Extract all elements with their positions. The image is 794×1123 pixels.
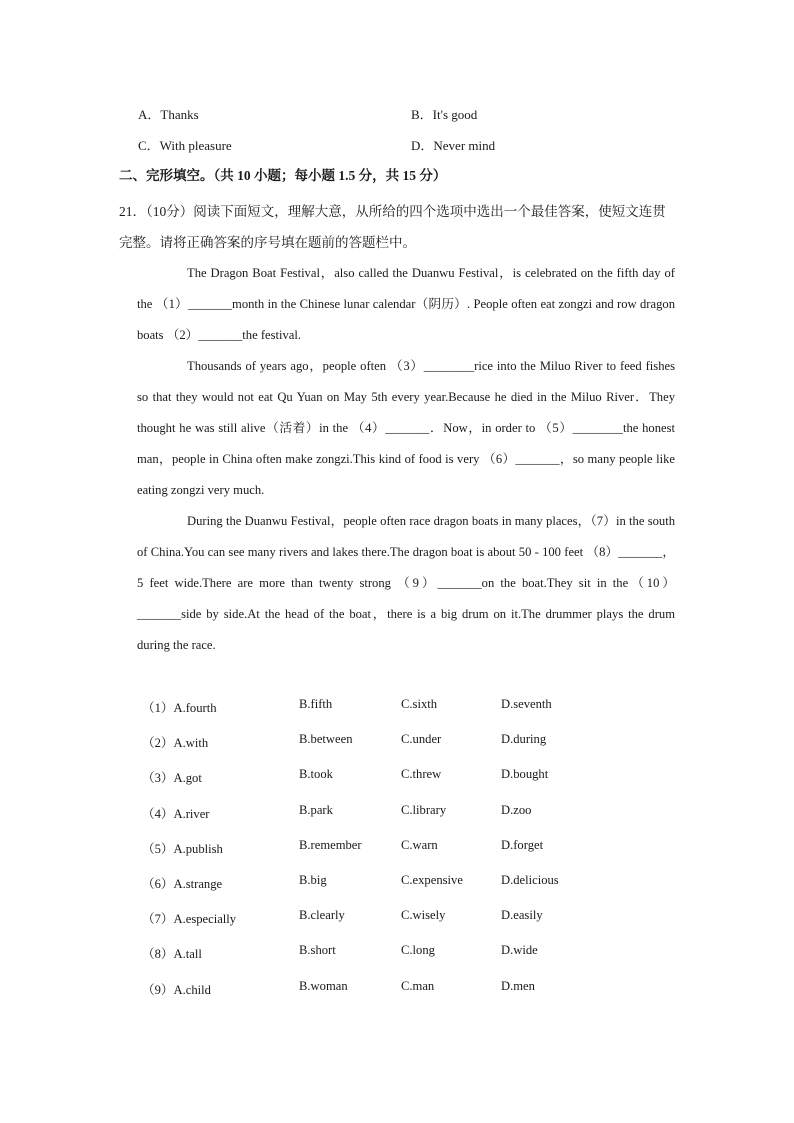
choice-d: D.bought <box>501 767 549 782</box>
passage-paragraph-3: During the Duanwu Festival，people often race dragon boats in many places，（7）in the south of China.You can see many rivers and lakes there.The dragon boat is about 50 - 100 feet （8）_______，5 feet wide.There are more than twenty strong （9）_______on the boat.They sit in the（10）_______side by side.At the head of the boat，there is a big drum on it.The drummer plays the drum during the race. <box>137 514 675 652</box>
choice-row-6 <box>142 873 662 908</box>
choice-b: B.took <box>299 767 333 782</box>
passage-paragraph-2: Thousands of years ago，people often （3）________rice into the Miluo River to feed fishes so that they would not eat Qu Yuan on May 5th every year.Because he died in the Miluo River．They thought he was still alive（活着）in the （4）_______．Now，in order to （5）________the honest man，people in China often make zongzi.This kind of food is very （6）_______，so many people like eating zongzi very much. <box>137 359 675 497</box>
choice-b: B.short <box>299 943 336 958</box>
choice-d: D.during <box>501 732 547 747</box>
choice-d: D.wide <box>501 943 538 958</box>
choice-c: C.under <box>401 732 442 747</box>
choice-a: （8）A.tall <box>142 947 202 962</box>
choice-row-3 <box>142 767 662 802</box>
choice-row-9 <box>142 979 662 1014</box>
passage <box>137 258 675 661</box>
choice-a: （9）A.child <box>142 982 211 997</box>
section-title: 二、完形填空。（共 10 小题；每小题 1.5 分，共 15 分） <box>119 168 447 183</box>
choice-c: C.threw <box>401 767 442 782</box>
choice-row-7 <box>142 908 662 943</box>
choice-b: B.between <box>299 732 353 747</box>
choice-d: D.easily <box>501 908 543 923</box>
choice-a: （5）A.publish <box>142 841 223 856</box>
choice-b: B.fifth <box>299 697 333 711</box>
choice-d: D.zoo <box>501 802 532 817</box>
choice-row-8 <box>142 943 662 978</box>
choice-a: （2）A.with <box>142 736 209 751</box>
prev-option-row-2 <box>138 135 698 155</box>
option-b: B．It's good <box>411 107 478 122</box>
choice-c: C.sixth <box>401 697 438 711</box>
choice-b: B.park <box>299 802 333 817</box>
choice-b: B.woman <box>299 978 348 993</box>
choice-d: D.seventh <box>501 697 552 711</box>
choice-d: D.delicious <box>501 872 559 887</box>
answer-choices <box>142 697 662 1014</box>
option-a: A．Thanks <box>138 107 199 122</box>
choice-c: C.wisely <box>401 908 446 923</box>
choice-d: D.forget <box>501 837 544 852</box>
choice-c: C.long <box>401 943 435 958</box>
choice-b: B.remember <box>299 837 362 852</box>
choice-a: （4）A.river <box>142 806 210 821</box>
question-intro: 21．（10分）阅读下面短文，理解大意，从所给的四个选项中选出一个最佳答案，使短文连贯完整。请将正确答案的序号填在题前的答题栏中。 <box>119 204 666 250</box>
choice-c: C.library <box>401 802 447 817</box>
choice-b: B.big <box>299 872 327 887</box>
choice-row-4 <box>142 803 662 838</box>
option-d: D．Never mind <box>411 138 496 153</box>
prev-option-row-1 <box>138 104 698 124</box>
choice-c: C.warn <box>401 837 438 852</box>
choice-row-2 <box>142 732 662 767</box>
choice-d: D.men <box>501 978 535 993</box>
choice-row-1 <box>142 697 662 732</box>
choice-a: （1）A.fourth <box>142 701 217 715</box>
choice-a: （6）A.strange <box>142 876 223 891</box>
passage-paragraph-1: The Dragon Boat Festival，also called the Duanwu Festival，is celebrated on the fifth day of the （1）_______month in the Chinese lunar calendar（阴历）. People often eat zongzi and row dragon boats （2）_______the festival. <box>137 266 675 342</box>
choice-b: B.clearly <box>299 908 345 923</box>
choice-row-5 <box>142 838 662 873</box>
choice-a: （3）A.got <box>142 771 202 786</box>
choice-a: （7）A.especially <box>142 912 237 927</box>
option-c: C．With pleasure <box>138 138 232 153</box>
choice-c: C.expensive <box>401 872 463 887</box>
choice-c: C.man <box>401 978 435 993</box>
